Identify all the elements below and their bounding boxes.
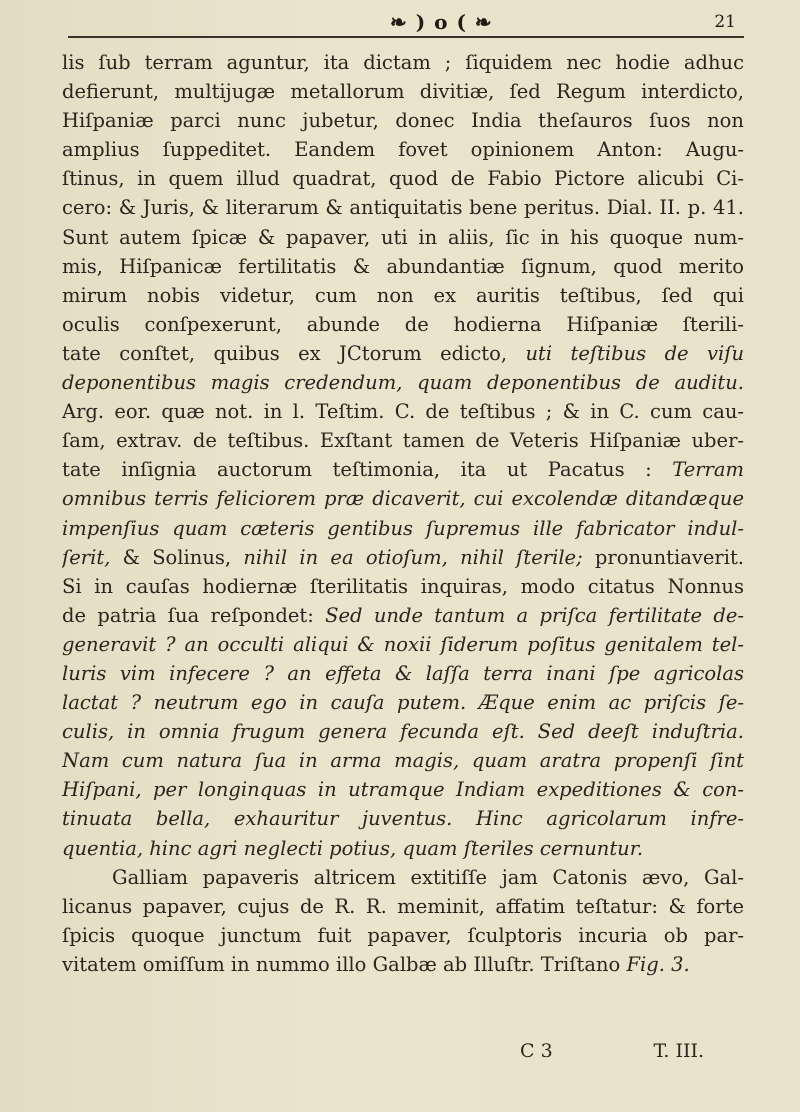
roman-run: Sunt autem ſpicæ & papaver, uti in aliis, ſic in his quoque num- <box>62 225 744 249</box>
italic-run: Fig. 3. <box>626 952 690 976</box>
roman-run: ſtinus, in quem illud quadrat, quod de Fabio Pictore alicubi Ci- <box>62 167 744 191</box>
text-line <box>62 164 744 193</box>
header-ornament: ❧ ) o ( ❧ <box>390 10 493 34</box>
roman-run: lis ſub terram aguntur, ita dictam ; ſiquidem nec hodie adhuc <box>62 51 744 74</box>
roman-run: Arg. eor. quæ not. in l. Teſtim. C. de teſtibus ; & in C. cum cau- <box>62 400 744 424</box>
header-rule <box>68 36 744 38</box>
text-line <box>62 950 744 979</box>
italic-run: lactat ? neutrum ego in cauſa putem. Æque enim ac priſcis ſe- <box>62 691 744 715</box>
body-text <box>62 48 744 979</box>
roman-run: tate conſtet, quibus ex JCtorum edicto, <box>62 341 526 365</box>
italic-run: ſerit, <box>62 545 123 569</box>
text-line <box>62 135 744 164</box>
text-line <box>62 484 744 513</box>
roman-run: mis, Hiſpanicæ fertilitatis & abundantiæ ſignum, quod merito <box>62 254 744 278</box>
italic-run: Nam cum natura ſua in arma magis, quam aratra propenſi ſint <box>62 749 744 773</box>
italic-run: Terram <box>672 458 744 482</box>
italic-run: deponentibus magis credendum, quam deponentibus de auditu. <box>62 371 744 395</box>
text-line <box>62 397 744 426</box>
text-line <box>62 804 744 833</box>
italic-run: uti teſtibus de viſu <box>525 341 744 365</box>
page-number: 21 <box>714 12 736 32</box>
text-line <box>62 921 744 950</box>
text-line <box>62 368 744 397</box>
roman-run: vitatem omiſſum in nummo illo Galbæ ab Illuſtr. Triſtano <box>62 952 627 976</box>
roman-run: defierunt, multijugæ metallorum divitiæ, ſed Regum interdicto, <box>62 80 744 104</box>
roman-run: & Solinus, <box>122 545 244 569</box>
text-line <box>62 834 744 863</box>
italic-run: culis, in omnia frugum genera fecunda eſt. Sed deeſt induſtria. <box>62 720 744 744</box>
italic-run: tinuata bella, exhauritur juventus. Hinc agricolarum infre- <box>62 807 744 831</box>
text-line <box>62 426 744 455</box>
text-line <box>62 601 744 630</box>
roman-run: amplius ſuppeditet. Eandem fovet opinionem Anton: Augu- <box>62 138 744 162</box>
text-line <box>62 48 744 77</box>
text-line <box>62 310 744 339</box>
roman-run: tate inſignia auctorum teſtimonia, ita ut Pacatus : <box>62 458 673 482</box>
text-line <box>62 572 744 601</box>
text-line <box>62 863 744 892</box>
italic-run: impenſius quam cæteris gentibus ſupremus ille fabricator indul- <box>62 516 744 540</box>
text-line <box>62 630 744 659</box>
text-line <box>62 455 744 484</box>
text-line <box>62 688 744 717</box>
page-header <box>62 0 744 44</box>
italic-run: omnibus terris feliciorem præ dicaverit, cui excolendæ ditandæque <box>62 487 744 511</box>
text-line <box>62 746 744 775</box>
roman-run: mirum nobis videtur, cum non ex auritis teſtibus, ſed qui <box>62 283 744 307</box>
text-line <box>62 223 744 252</box>
roman-run: cero: & Juris, & literarum & antiquitatis bene peritus. Dial. II. p. 41. <box>62 196 744 220</box>
roman-run: pronuntiaverit. <box>582 545 744 569</box>
italic-run: luris vim infecere ? an effeta & laſſa terra inani ſpe agricolas <box>62 661 744 685</box>
text-line <box>62 543 744 572</box>
text-line <box>62 252 744 281</box>
roman-run: de patria ſua reſpondet: <box>62 603 326 627</box>
text-line <box>62 193 744 222</box>
italic-run: nihil in ea otioſum, nihil ſterile; <box>243 545 583 569</box>
signature-mark: C 3 <box>520 1040 553 1062</box>
italic-run: quentia, hinc agri neglecti potius, quam ſteriles cernuntur. <box>62 836 644 860</box>
text-line <box>62 514 744 543</box>
text-line <box>62 892 744 921</box>
roman-run: Hiſpaniæ parci nunc jubetur, donec India theſauros ſuos non <box>62 109 744 133</box>
roman-run: Si in cauſas hodiernæ ſterilitatis inquiras, modo citatus Nonnus <box>62 574 744 598</box>
text-line <box>62 77 744 106</box>
text-line <box>62 281 744 310</box>
roman-run: licanus papaver, cujus de R. R. meminit, affatim teſtatur: & forte <box>62 894 744 918</box>
text-line <box>62 106 744 135</box>
roman-run: Galliam papaveris altricem extitiſſe jam Catonis ævo, Gal- <box>112 865 744 889</box>
text-line <box>62 717 744 746</box>
page-footer <box>62 1040 744 1070</box>
italic-run: Hiſpani, per longinquas in utramque Indiam expeditiones & con- <box>62 778 744 802</box>
text-line <box>62 775 744 804</box>
italic-run: generavit ? an occulti aliqui & noxii ſiderum poſitus genitalem tel- <box>62 632 744 656</box>
italic-run: Sed unde tantum a priſca fertilitate de- <box>325 603 744 627</box>
roman-run: oculis conſpexerunt, abunde de hodierna Hiſpaniæ ſterili- <box>62 312 744 336</box>
text-line <box>62 659 744 688</box>
text-line <box>62 339 744 368</box>
roman-run: ſam, extrav. de teſtibus. Exſtant tamen de Veteris Hiſpaniæ uber- <box>62 429 744 453</box>
catchword: T. III. <box>653 1040 704 1062</box>
roman-run: ſpicis quoque junctum fuit papaver, ſculptoris incuria ob par- <box>62 923 744 947</box>
